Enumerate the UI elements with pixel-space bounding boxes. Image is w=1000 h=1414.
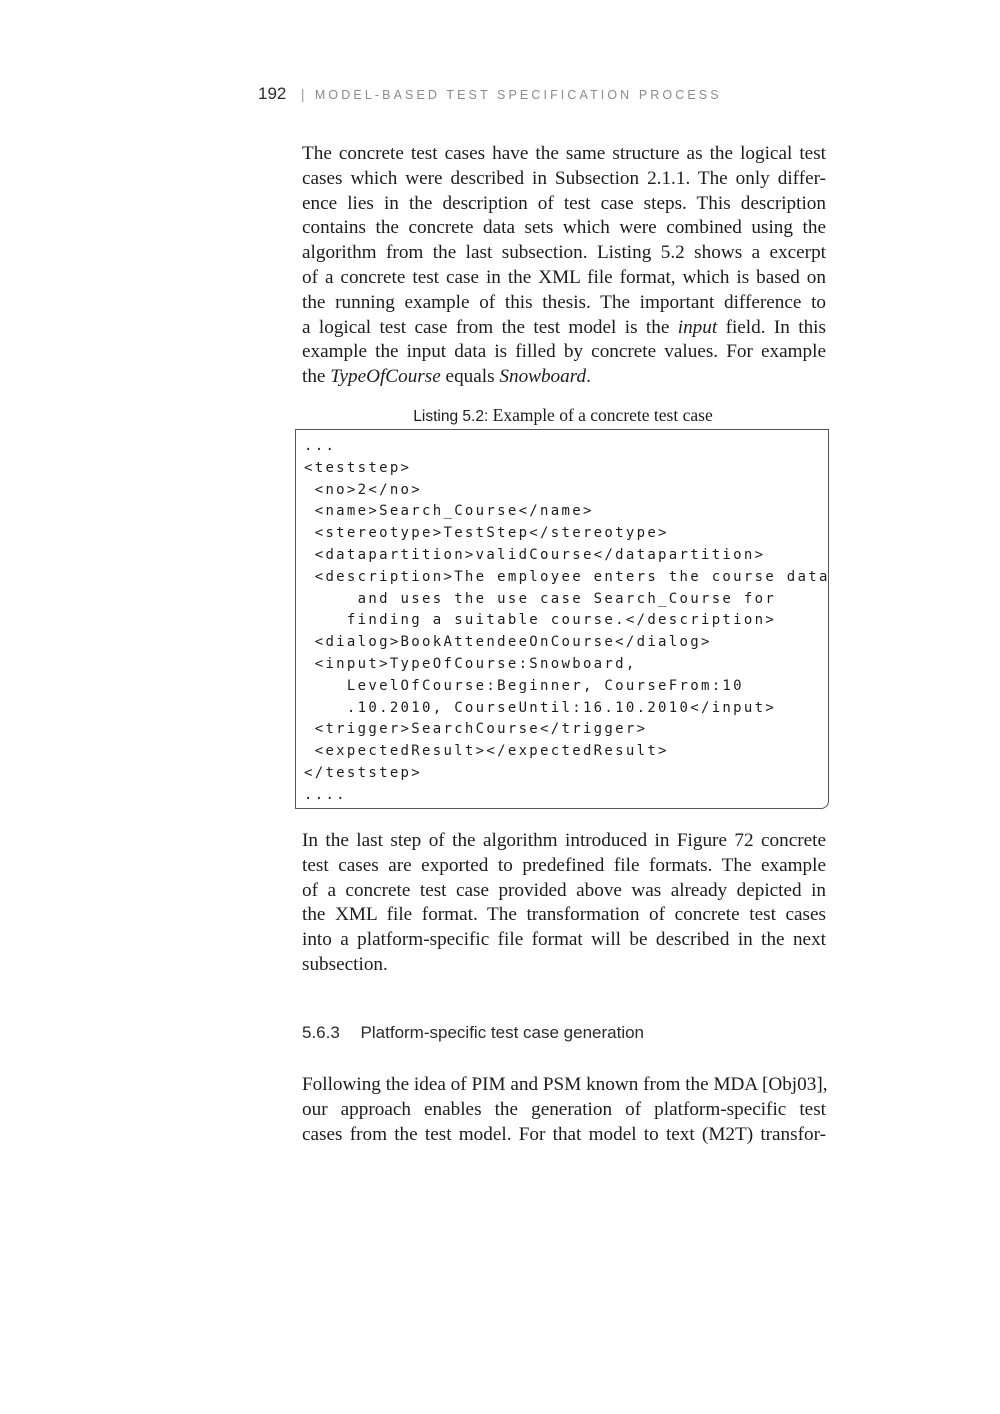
text-line: The concrete test cases have the same structure as the logical test — [302, 143, 826, 164]
section-heading — [302, 1023, 644, 1043]
header-separator: | — [300, 86, 305, 102]
text-segment: field. In this — [717, 316, 826, 338]
section-number: 5.6.3 — [302, 1023, 340, 1042]
running-header — [258, 84, 722, 104]
text-line: algorithm from the last subsection. Listing 5.2 shows a excerpt — [302, 242, 826, 264]
text-line: In the last step of the algorithm introduced in Figure 72 concrete — [302, 830, 826, 851]
text-line: ence lies in the description of test case steps. This description — [302, 192, 826, 214]
text-segment: a logical test case from the test model is the — [302, 316, 678, 338]
text-line: the XML file format. The transformation of concrete test cases — [302, 904, 826, 926]
text-line: contains the concrete data sets which were combined using the — [302, 217, 826, 239]
emphasis-type-of-course: TypeOfCourse — [330, 366, 441, 388]
paragraph-concrete-test-cases — [302, 142, 826, 390]
listing-caption — [0, 405, 1000, 426]
text-line: the running example of this thesis. The important difference to — [302, 291, 826, 313]
text-line: example the input data is filled by concrete values. For example — [302, 341, 826, 363]
text-line: Following the idea of PIM and PSM known from the MDA [Obj03], — [302, 1074, 828, 1095]
text-line: subsection. — [302, 953, 388, 975]
text-line: cases which were described in Subsection 2.1.1. The only differ- — [302, 167, 826, 189]
text-line — [302, 316, 826, 341]
text-line: of a concrete test case provided above was already depicted in — [302, 879, 826, 901]
text-segment: equals — [440, 366, 500, 388]
paragraph-export-formats — [302, 829, 826, 978]
page-number: 192 — [258, 84, 287, 103]
text-line — [302, 365, 826, 390]
text-line: our approach enables the generation of platform-specific test — [302, 1098, 826, 1120]
text-line: into a platform-specific file format will be described in the next — [302, 929, 826, 951]
text-segment: . — [586, 366, 591, 388]
text-line: cases from the test model. For that model to text (M2T) transfor- — [302, 1123, 826, 1145]
text-line: test cases are exported to predefined file formats. The example — [302, 854, 826, 876]
listing-label: Listing 5.2: — [413, 408, 489, 425]
listing-title: Example of a concrete test case — [492, 405, 713, 425]
emphasis-snowboard: Snowboard — [499, 366, 587, 388]
running-title: MODEL-BASED TEST SPECIFICATION PROCESS — [314, 88, 722, 102]
emphasis-input: input — [677, 316, 718, 338]
text-line: of a concrete test case in the XML file format, which is based on — [302, 266, 826, 288]
text-segment: the — [302, 366, 331, 388]
section-title: Platform-specific test case generation — [360, 1023, 645, 1042]
code-listing: ... <teststep> <no>2</no> <name>Search_Course</name> <stereotype>TestStep</stereotype> <datapartition>validCourse</datapartition> <description>The employee enters the course data and uses the use case Search_Course for finding a suitable course.</description> <dialog>BookAttendeeOnCourse</dialog> <input>TypeOfCourse:Snowboard, LevelOfCourse:Beginner, CourseFrom:10 .10.2010, CourseUntil:16.10.2010</input> <trigger>SearchCourse</trigger> <expectedResult></expectedResult> </teststep> .... — [304, 438, 830, 803]
paragraph-pim-psm — [302, 1073, 826, 1147]
